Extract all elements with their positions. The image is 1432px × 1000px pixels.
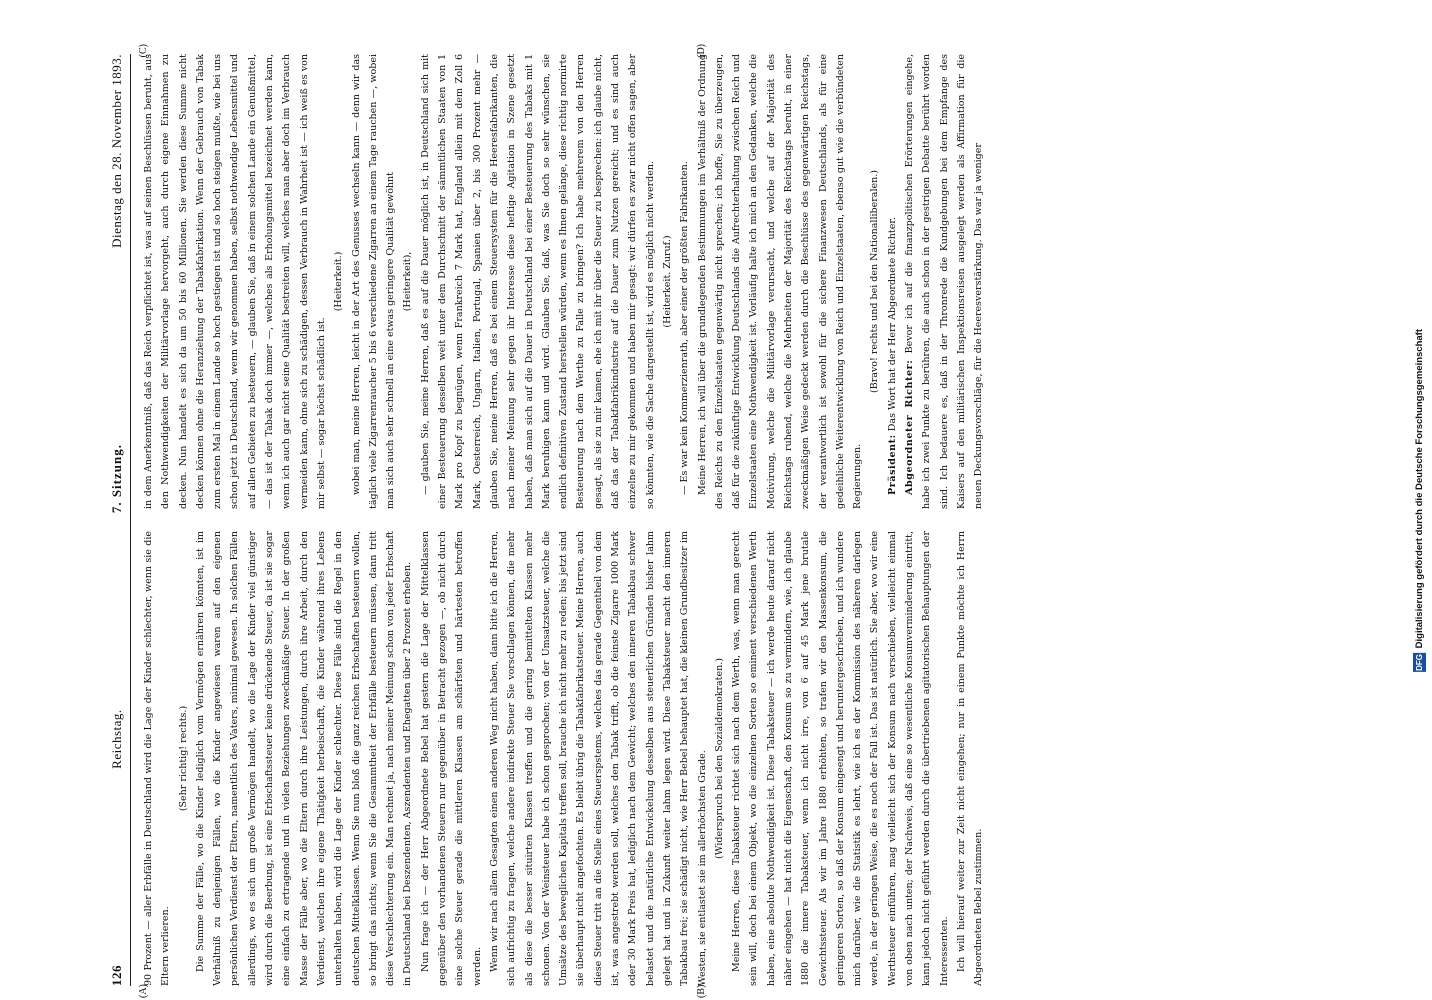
paragraph: 90 Prozent — aller Erbfälle in Deutschland wird die Lage der Kinder schlechter, wenn sie die Eltern verlieren. — [143, 531, 172, 986]
page-header — [106, 54, 128, 986]
session-label: 7. Sitzung. — [109, 444, 124, 514]
interjection: (Heiterkeit. Zuruf.) — [661, 235, 673, 328]
interjection: (Heiterkeit.) — [333, 251, 345, 312]
text-columns — [140, 54, 1213, 986]
margin-marker-b: (B) — [696, 984, 707, 998]
paragraph: in dem Anerkenntniß, daß das Reich verpflichtet ist, was auf seinen Beschlüssen beruht, aus den Nothwendigkeiten der Militärvorlage hervorgeht, auch durch eigene Einnahmen zu decken. Nun handelt es sich da um 50 bis 60 Millionen. Sie werden diese Summe nicht decken können ohne die Heranziehung der Tabakfabrikation. Wenn der Gebrauch von Tabak zum ersten Mal in einem Lande so hoch gestiegen ist und so hoch steigen mußte, wie bei uns schon jetzt in Deutschland, wenn wir genommen haben, selbst nothwendige Lebensmittel und auf allen Gebieten zu besteuern, — glauben Sie, daß in einem solchen Lande ein Genußmittel, — das ist der Tabak doch immer —, welches als Erholungsmittel bezeichnet werden kann, wenn ich auch gar nicht seine Qualität bestreiten will, welches man aber doch im Verbrauch vermeiden kann, ohne sich zu schädigen, dessen Verbrauch in Wahrheit ist — ich weiß es von mir selbst — sogar höchst schädlich ist. — [143, 54, 327, 509]
interjection: (Sehr richtig! rechts.) — [177, 705, 189, 812]
paragraph: Meine Herren, diese Tabaksteuer richtet sich nach dem Werth, was, wenn man gerecht sein will, doch bei einem Objekt, wo die einzelnen Sorten so eminent verschiedenen Werth haben, eine absolute Nothwendigkeit ist. Diese Tabaksteuer — ich werde heute darauf nicht näher eingehen — hat nicht die Eigenschaft, den Konsum so zu vermindern, wie, ich glaube 1880 die innere Tabaksteuer, wenn ich nicht irre, von 6 auf 45 Mark jene brutale Gewichtssteuer. Als wir im Jahre 1880 erhöhten, so trafen wir den Massenkonsum, die geringeren Sorten, so daß der Konsum eingeengt und heruntergeschrieben, und ich wundere mich darüber, wie die Statistik es lehrt, wie ich es der Kommission des näheren darlegen werde, in der geringen Weise, die es noch der Fall ist. Das ist natürlich. Sie aber, wo wir eine Werthsteuer einführen, mag vielleicht sich der Konsum nach verschieben, vielleicht einmal von oben nach unten; der Nachweis, daß eine so wesentliche Konsumverminderung eintritt, kann jedoch nicht geführt werden durch die übertriebenen agitatorischen Behauptungen der Interessenten. — [731, 531, 950, 986]
margin-marker-d: (D) — [696, 44, 707, 58]
header-date: Dienstag den 28. November 1893. — [109, 54, 124, 248]
interjection: (Heiterkeit), — [402, 251, 414, 312]
header-left: Reichstag. — [109, 709, 124, 769]
paragraph: — glauben Sie, meine Herren, daß es auf die Dauer möglich ist, in Deutschland sich mit einer Besteuerung desselben weit unter dem Durchschnitt der sämmtlichen Staaten von 1 Mark pro Kopf zu begnügen, wenn Frankreich 7 Mark hat, England allein mit dem Zoll 6 Mark, Oesterreich, Ungarn, Italien, Portugal, Spanien über 2, bis 300 Prozent mehr — glauben Sie, meine Herren, daß es bei einem Steuersystem für die Heeresfabrikanten, die nach meiner Meinung sehr gegen ihr Interesse diese heftige Agitation in Szene gesetzt haben, daß man sich auf die Dauer in Deutschland bei einer Besteuerung des Tabaks mit 1 Mark beruhigen kann und wird. Glauben Sie, daß, was Sie doch so sehr wünschen, sie endlich definitiven Zustand herstellen würden, wenn es Ihnen gelänge, diese richtig normirte Besteuerung nach dem Werthe zu Falle zu bringen? Ich habe mehrerem von den Herren gesagt, als sie zu mir kamen, ehe ich mit ihr über die Steuer zu besprechen: ich glaube nicht, daß das der Tabakfabrikindustrie auf die Dauer zum Nutzen gereicht; und es sind auch einzelne zu mir gekommen und haben mir gesagt: wir dürfen es zwar nicht offen sagen, aber so könnten, wie die Sache dargestellt ist, wird es möglich nicht werden. — [419, 54, 656, 509]
document-page — [96, 40, 1221, 1000]
speaker-name: Abgeordneter Richter: — [904, 359, 916, 495]
speaker-paragraph — [901, 54, 987, 509]
paragraph: — Es war kein Kommerzienrath, aber einer der größten Fabrikanten. — [679, 161, 691, 495]
speech-text: Das Wort hat der Herr Abgeordnete Richter. — [886, 217, 898, 435]
interjection: (Bravo! rechts und bei den Nationalliberalen.) — [869, 170, 881, 393]
paragraph: Ich will hierauf weiter zur Zeit nicht eingehen; nur in einem Punkte möchte ich Herrn Abgeordneten Bebel zustimmen. — [955, 531, 985, 986]
paragraph: Meine Herren, ich will über die grundlegenden Bestimmungen im Verhältniß der Ordnung des Reichs zu den Einzelstaaten gegenwärtig nicht sprechen; ich hoffe, Sie zu überzeugen, daß für die zukünftige Entwicklung Deutschlands die Aufrechterhaltung zwischen Reich und Einzelstaaten eine Nothwendigkeit ist. Vorläufig halte ich mich an den Gedanken, welche die Motivirung, welche die Militärvorlage verursacht, und welche auf der Majorität des Reichstags ruhend, welche die Mehrheiten der Majorität des Reichstags beruht, in einer zweckmäßigen Weise gedeckt werden durch die Beschlüsse des gegenwärtigen Reichstags, der verantwortlich ist sowohl für die sichere Finanzwesen Deutschlands, als für eine gedeihliche Weiterentwicklung von Reich und Einzelstaaten, ebenso gut wie die verbündeten Regierungen. — [696, 54, 864, 509]
column-right — [140, 54, 1213, 509]
margin-marker-c: (C) — [138, 44, 149, 58]
header-rule — [130, 54, 131, 986]
speaker-paragraph — [884, 54, 901, 509]
speaker-name: Präsident: — [886, 434, 898, 495]
dfg-logo: DFG — [1414, 653, 1424, 671]
column-left — [140, 531, 1213, 986]
digitization-credit — [1408, 20, 1430, 980]
margin-marker-a: (A) — [138, 984, 149, 998]
page-number: 126 — [109, 965, 124, 986]
paragraph: Die Summe der Fälle, wo die Kinder lediglich vom Vermögen ernähren könnten, ist im Verhältniß zu denjenigen Fällen, wo die Kinder angewiesen waren auf den eigenen persönlichen Verdienst der Eltern, namentlich des Vaters, minimal gewesen. In solchen Fällen allerdings, wo es sich um große Vermögen handelt, wo die Lage der Kinder viel günstiger wird durch die Beerbung, ist eine Erbschaftssteuer keine drückende Steuer, da ist sie sogar eine einfach zu ertragende und in vielen Beziehungen zweckmäßige Steuer. In der großen Masse der Fälle aber, wo die Eltern durch ihre Leistungen, durch ihre Arbeit, durch den Verdienst, welchen ihre eigene Thätigkeit herbeischafft, die Kinder während ihres Lebens unterhalten haben, wird die Lage der Kinder schlechter. Diese Fälle sind die Regel in den deutschen Mittelklassen. Wenn Sie nun bloß die ganz reichen Erbschaften besteuern wollen, so bringt das nichts; wenn Sie die Gesammtheit der Erbfälle besteuern müssen, dann tritt diese Verschlechterung ein. Man rechnet ja, nach meiner Meinung schon von jeder Erbschaft in Deutschland bei Deszendenten, Aszendenten und Ehegatten über 2 Prozent erheben. — [194, 531, 414, 986]
interjection: (Widerspruch bei den Sozialdemokraten.) — [713, 658, 725, 859]
speech-text: Bevor ich auf die finanzpolitischen Erörterungen eingehe, habe ich zwei Punkte zu berühren, die auch schon in der gestrigen Debatte berührt worden sind. Ich bedauere es, daß in der Thronrede die Kundgebungen bei dem Empfange des Kaisers auf den militärischen Inspektionsreisen ausgelegt werden als Affirmation für die neuen Deckungsvorschläge, für die Heeresverstärkung. Das war ja weniger — [904, 54, 985, 509]
credit-text — [1413, 329, 1426, 672]
credit-label: Digitalisierung gefördert durch die Deutsche Forschungsgemeinschaft — [1413, 328, 1425, 648]
paragraph: Wenn wir nach allem Gesagten einen anderen Weg nicht haben, dann bitte ich die Herren, sich aufrichtig zu fragen, welche andere indirekte Steuer Sie vorschlagen können, die mehr als diese die besser situirten Klassen treffen und die gering bemittelten Klassen mehr schonen. Von der Weinsteuer habe ich schon gesprochen; von der Umsatzsteuer, welche die Umsätze des beweglichen Kapitals treffen soll, brauche ich nicht mehr zu reden; bis jetzt sind sie überhaupt nicht angefochten. Es bleibt übrig die Tabakfabrikatsteuer. Meine Herren, auch diese Steuer tritt an die Stelle eines Steuerspstems, welches das gerade Gegentheil von dem ist, was angestrebt werden soll, welches den Tabak trifft, ob die feinste Zigarre 1000 Mark oder 30 Mark Preis hat, lediglich nach dem Gewicht; welches den inneren Tabakbau schwer belastet und die natürliche Entwickelung desselben aus steuerlichen Gründen bisher lahm gelegt hat und in Zukunft weiter lahm legen wird. Diese Tabaksteuer macht den inneren Tabakbau frei; sie schädigt nicht, wie Herr Bebel behauptet hat, die kleinen Grundbesitzer im Westen, sie entlastet sie im allerhöchsten Grade. — [488, 531, 708, 986]
paragraph: wobei man, meine Herren, leicht in der Art des Genusses wechseln kann — denn wir das täglich viele Zigarrenraucher 5 bis 6 verschiedene Zigarren an einem Tage rauchen —, wobei man sich auch sehr schnell an eine etwas geringere Qualität gewöhnt — [350, 54, 397, 509]
paragraph: Nun frage ich — der Herr Abgeordnete Bebel hat gestern die Lage der Mittelklassen gegenüber den vorhandenen Steuern nur gegenüber in Betracht gezogen —, ob nicht durch eine solche Steuer gerade die mittleren Klassen am schärfsten und härtesten betroffen werden. — [419, 531, 483, 986]
